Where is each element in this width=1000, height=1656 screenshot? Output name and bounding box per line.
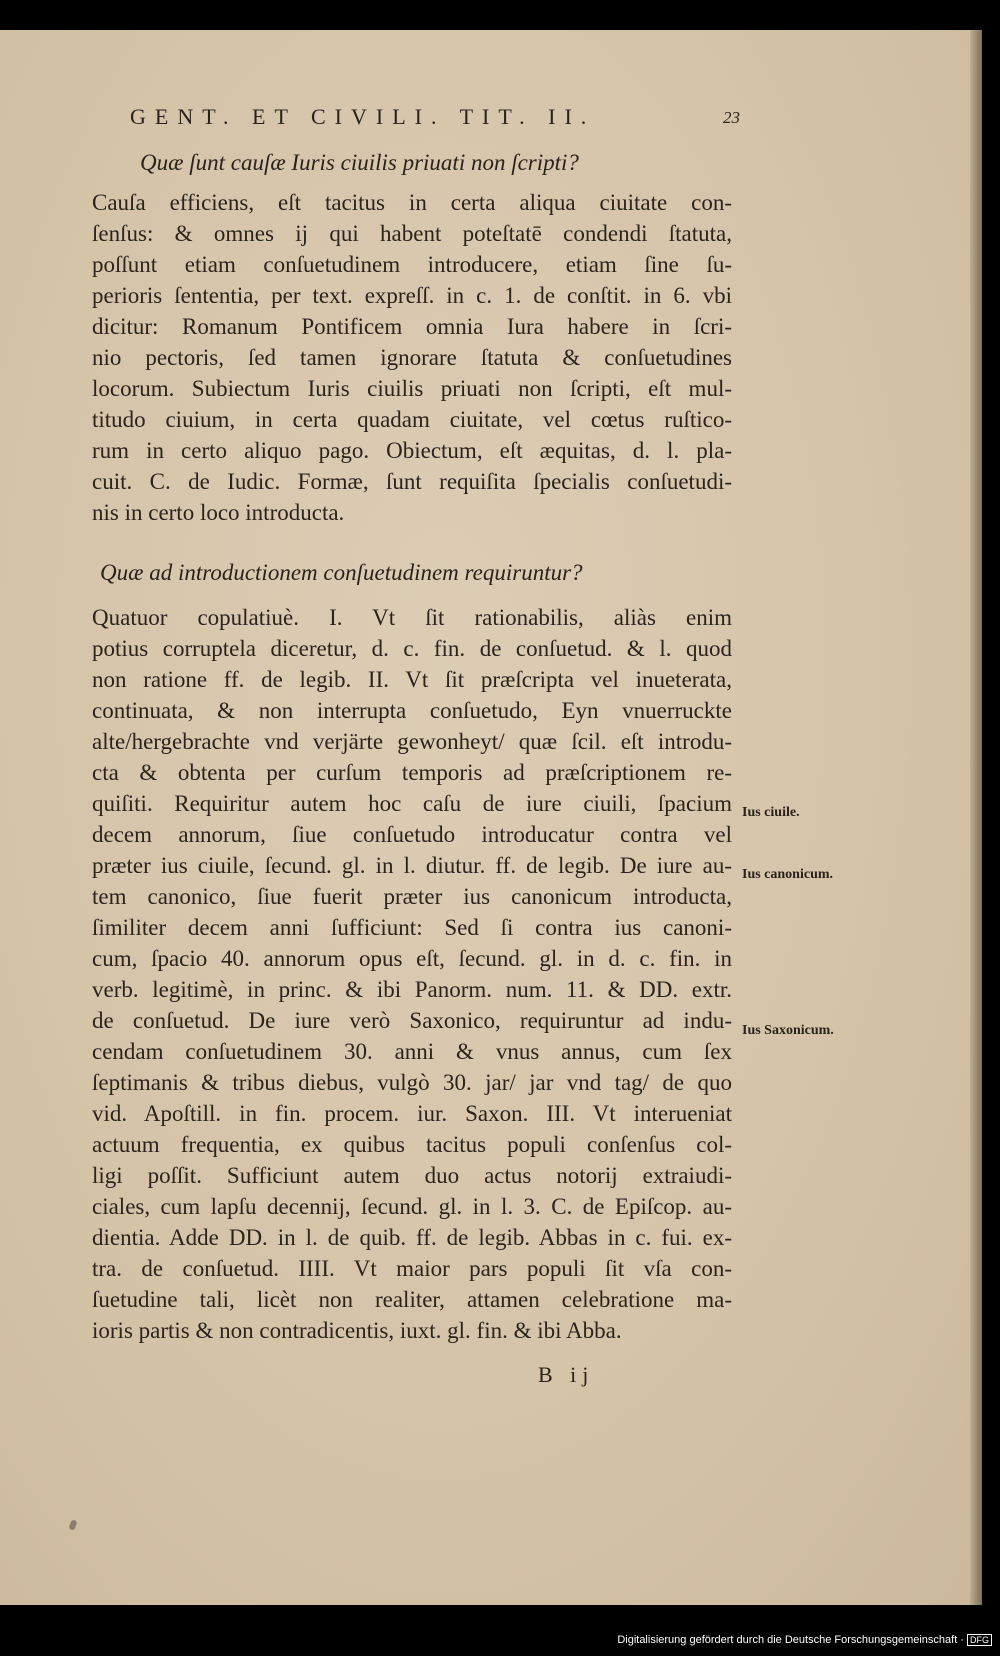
text-line: vid. Apoſtill. in fin. procem. iur. Saxon. III. Vt interueniat bbox=[92, 1101, 732, 1126]
text-line: locorum. Subiectum Iuris ciuilis priuati non ſcripti, eſt mul- bbox=[92, 376, 732, 401]
margin-note-ius-ciuile: Ius ciuile. bbox=[742, 805, 800, 820]
text-line: cuit. C. de Iudic. Formæ, ſunt requiſita ſpecialis conſuetudi- bbox=[92, 469, 732, 494]
running-title: GENT. ET CIVILI. TIT. II. bbox=[130, 104, 596, 129]
dfg-logo: DFG bbox=[967, 1634, 992, 1646]
text-line: perioris ſententia, per text. expreſſ. in c. 1. de conſtit. in 6. vbi bbox=[92, 283, 732, 308]
text-line: ciales, cum lapſu decennij, ſecund. gl. in l. 3. C. de Epiſcop. au- bbox=[92, 1194, 732, 1219]
text-line: potius corruptela diceretur, d. c. fin. de conſuetud. & l. quod bbox=[92, 636, 732, 661]
margin-note-ius-saxonicum: Ius Saxonicum. bbox=[742, 1023, 834, 1038]
text-line: ſenſus: & omnes ij qui habent poteſtatē condendi ſtatuta, bbox=[92, 221, 732, 246]
text-line: nis in certo loco introducta. bbox=[92, 500, 345, 525]
text-line: tra. de conſuetud. IIII. Vt maior pars populi ſit vſa con- bbox=[92, 1256, 732, 1281]
paragraph-2 bbox=[92, 602, 732, 1346]
text-line: cta & obtenta per curſum temporis ad præſcriptionem re- bbox=[92, 760, 732, 785]
credit-text: Digitalisierung gefördert durch die Deutsche Forschungsgemeinschaft · bbox=[617, 1634, 964, 1646]
text-line: decem annorum, ſiue conſuetudo introducatur contra vel bbox=[92, 822, 732, 847]
text-line: de conſuetud. De iure verò Saxonico, requiruntur ad indu- bbox=[92, 1008, 732, 1033]
text-line: ioris partis & non contradicentis, iuxt. gl. fin. & ibi Abba. bbox=[92, 1318, 622, 1343]
text-line: cum, ſpacio 40. annorum opus eſt, ſecund. gl. in d. c. fin. in bbox=[92, 946, 732, 971]
text-line: alte/hergebrachte vnd verjärte gewonheyt/ quæ ſcil. eſt introdu- bbox=[92, 729, 732, 754]
text-line: ſeptimanis & tribus diebus, vulgò 30. jar/ jar vnd tag/ de quo bbox=[92, 1070, 732, 1095]
text-line: cendam conſuetudinem 30. anni & vnus annus, cum ſex bbox=[92, 1039, 732, 1064]
text-line: dicitur: Romanum Pontificem omnia Iura habere in ſcri- bbox=[92, 314, 732, 339]
margin-note-ius-canonicum: Ius canonicum. bbox=[742, 867, 834, 882]
text-line: dientia. Adde DD. in l. de quib. ff. de legib. Abbas in c. fui. ex- bbox=[92, 1225, 732, 1250]
text-line: quiſiti. Requiritur autem hoc caſu de iure ciuili, ſpacium bbox=[92, 791, 732, 816]
text-line: nio pectoris, ſed tamen ignorare ſtatuta & conſuetudines bbox=[92, 345, 732, 370]
text-line: non ratione ff. de legib. II. Vt ſit præſcripta vel inueterata, bbox=[92, 667, 732, 692]
question-heading-1: Quæ ſunt cauſæ Iuris ciuilis priuati non ſcripti? bbox=[140, 150, 579, 175]
text-line: ſimiliter decem anni ſufficiunt: Sed ſi contra ius canoni- bbox=[92, 915, 732, 940]
page-number: 23 bbox=[723, 108, 740, 127]
text-line: continuata, & non interrupta conſuetudo, Eyn vnuerruckte bbox=[92, 698, 732, 723]
text-line: Cauſa efficiens, eſt tacitus in certa aliqua ciuitate con- bbox=[92, 190, 732, 215]
signature-mark: B ij bbox=[538, 1362, 595, 1387]
text-line: titudo ciuium, in certa quadam ciuitate, vel cœtus ruſtico- bbox=[92, 407, 732, 432]
text-line: poſſunt etiam conſuetudinem introducere, etiam ſine ſu- bbox=[92, 252, 732, 277]
text-line: tem canonico, ſiue fuerit præter ius canonicum introducta, bbox=[92, 884, 732, 909]
text-line: ſuetudine tali, licèt non realiter, attamen celebratione ma- bbox=[92, 1287, 732, 1312]
running-header bbox=[130, 104, 740, 138]
paragraph-1 bbox=[92, 187, 732, 528]
text-line: præter ius ciuile, ſecund. gl. in l. diutur. ff. de legib. De iure au- bbox=[92, 853, 732, 878]
text-line: rum in certo aliquo pago. Obiectum, eſt æquitas, d. l. pla- bbox=[92, 438, 732, 463]
text-line: ligi poſſit. Sufficiunt autem duo actus notorij extraiudi- bbox=[92, 1163, 732, 1188]
text-line: verb. legitimè, in princ. & ibi Panorm. num. 11. & DD. extr. bbox=[92, 977, 732, 1002]
text-line: Quatuor copulatiuè. I. Vt ſit rationabilis, aliàs enim bbox=[92, 605, 732, 630]
text-line: actuum frequentia, ex quibus tacitus populi conſenſus col- bbox=[92, 1132, 732, 1157]
question-heading-2: Quæ ad introductionem conſuetudinem requiruntur? bbox=[100, 560, 583, 585]
digitization-credit bbox=[617, 1634, 992, 1646]
page-edge bbox=[970, 30, 982, 1605]
